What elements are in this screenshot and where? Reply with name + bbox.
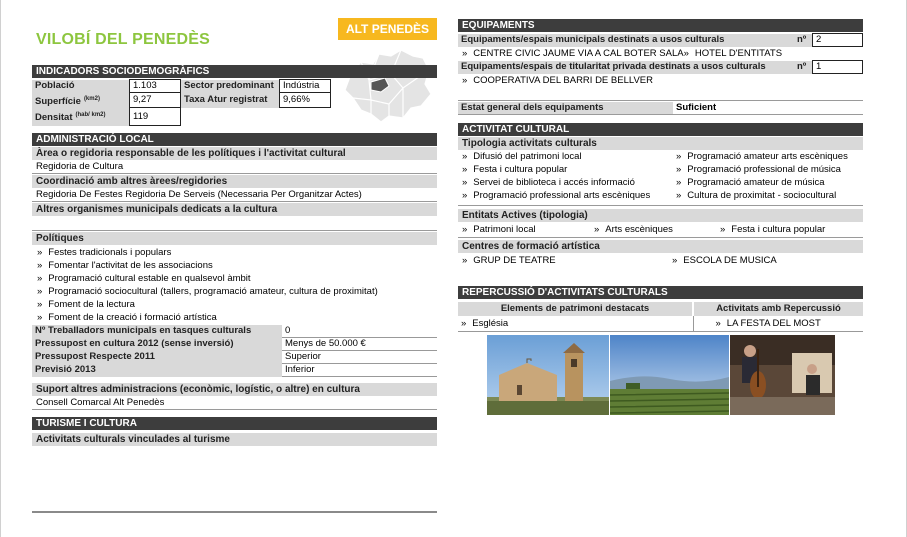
municipality-title: VILOBÍ DEL PENEDÈS <box>36 31 211 48</box>
divider <box>32 201 437 202</box>
privats-num-label: nº <box>794 61 813 74</box>
list-item: » Festes tradicionals i populars <box>37 246 437 259</box>
municipals-row <box>458 33 863 47</box>
list-item: » GRUP DE TEATRE <box>462 254 672 267</box>
altres-label: Altres organismes municipals dedicats a la cultura <box>32 203 437 216</box>
list-item: » Patrimoni local <box>462 223 594 236</box>
sector-value: Indústria <box>280 80 331 93</box>
list-item: » Programació sociocultural (tallers, programació amateur, cultura de proximitat) <box>37 285 437 298</box>
tipologia-label: Tipologia activitats culturals <box>458 137 863 150</box>
list-item: » Difusió del patrimoni local <box>462 150 676 163</box>
previsio-value: Inferior <box>282 364 437 377</box>
divider <box>32 230 437 231</box>
politiques-list <box>32 246 437 324</box>
altres-value <box>32 216 437 230</box>
densitat-label-text: Densitat <box>35 112 73 124</box>
suport-value: Consell Comarcal Alt Penedès <box>36 397 165 408</box>
coord-label: Coordinació amb altres àrees/regidories <box>32 175 437 188</box>
vineyard-photo <box>610 335 729 415</box>
privats-row <box>458 60 863 74</box>
treballadors-value: 0 <box>282 325 437 338</box>
list-item: » ESCOLA DE MUSICA <box>672 254 863 267</box>
privats-label: Equipaments/espais de titularitat privada destinats a usos culturals <box>458 61 794 74</box>
list-item: » HOTEL D'ENTITATS <box>684 47 863 60</box>
repercussio-header: REPERCUSSIÓ D'ACTIVITATS CULTURALS <box>458 286 863 299</box>
politiques-label: Polítiques <box>32 232 437 245</box>
activitat-cell <box>693 316 863 332</box>
privats-num: 1 <box>813 61 863 74</box>
municipals-num-label: nº <box>794 34 813 47</box>
suport-label: Suport altres administracions (econòmic, logístic, o altre) en cultura <box>32 383 437 396</box>
socio-header: INDICADORS SOCIODEMOGRÀFICS <box>32 65 437 78</box>
equipaments-section <box>458 19 863 115</box>
estat-label: Estat general dels equipaments <box>458 102 673 114</box>
densitat-label <box>32 108 130 126</box>
tipologia-left <box>462 150 676 202</box>
superficie-label <box>32 93 130 108</box>
list-item: » CENTRE CIVIC JAUME VIA A CAL BOTER SALA <box>462 47 684 60</box>
turisme-header: TURISME I CULTURA <box>32 417 437 430</box>
municipals-label: Equipaments/espais municipals destinats a usos culturals <box>458 34 794 47</box>
municipals-list <box>458 47 863 60</box>
divider <box>458 205 863 206</box>
respecte-label: Pressupost Respecte 2011 <box>32 351 282 364</box>
area-value: Regidoria de Cultura <box>36 161 124 172</box>
poblacio-label: Població <box>32 80 130 93</box>
admin-section <box>32 133 437 324</box>
list-item: » Programació amateur arts escèniques <box>676 150 863 163</box>
bottom-rule <box>32 511 437 513</box>
treballadors-label: Nº Treballadors municipals en tasques culturals <box>32 325 282 338</box>
superficie-unit: (km2) <box>83 95 100 102</box>
socio-table <box>32 79 331 126</box>
privats-list <box>458 74 863 100</box>
densitat-value: 119 <box>130 108 181 126</box>
tipologia-right <box>676 150 863 202</box>
repercussio-section <box>458 286 863 332</box>
previsio-label: Previsió 2013 <box>32 364 282 377</box>
list-item: » LA FESTA DEL MOST <box>716 318 821 329</box>
region-badge: ALT PENEDÈS <box>338 18 437 40</box>
estat-row <box>458 102 863 114</box>
list-item: » Foment de la creació i formació artística <box>37 311 437 324</box>
sector-label: Sector predominant <box>181 80 280 93</box>
list-item: » Programació professional de música <box>676 163 863 176</box>
activitat-header: ACTIVITAT CULTURAL <box>458 123 863 136</box>
list-item: » Programació amateur de música <box>676 176 863 189</box>
divider <box>32 173 437 174</box>
list-item: » Cultura de proximitat - sociocultural <box>676 189 863 202</box>
entitats-list <box>458 223 863 236</box>
atur-value: 9,66% <box>280 93 331 108</box>
list-item: » Festa i cultura popular <box>720 223 863 236</box>
equipaments-header: EQUIPAMENTS <box>458 19 863 32</box>
list-item: » Església <box>461 318 508 329</box>
suport-section <box>32 383 437 410</box>
pressupost-label: Pressupost en cultura 2012 (sense inversió) <box>32 338 282 351</box>
music-photo <box>730 335 835 415</box>
church-photo <box>487 335 609 415</box>
tipologia-list <box>458 150 863 202</box>
list-item: » Festa i cultura popular <box>462 163 676 176</box>
admin-header: ADMINISTRACIÓ LOCAL <box>32 133 437 146</box>
list-item: » Servei de biblioteca i accés informació <box>462 176 676 189</box>
activitats-col-header: Activitats amb Repercussió <box>693 302 863 316</box>
list-item: » Fomentar l'activitat de les associacions <box>37 259 437 272</box>
region-map-icon <box>341 44 436 124</box>
list-item: » Programació cultural estable en qualsevol àmbit <box>37 272 437 285</box>
centres-label: Centres de formació artística <box>458 240 863 253</box>
centres-list <box>458 254 863 267</box>
entitats-label: Entitats Actives (tipologia) <box>458 209 863 222</box>
list-item: » Programació professional arts escèniques <box>462 189 676 202</box>
divider <box>458 100 863 101</box>
pressupost-value: Menys de 50.000 € <box>282 338 437 351</box>
patrimoni-cell <box>458 316 693 332</box>
atur-label: Taxa Atur registrat <box>181 93 280 108</box>
respecte-value: Superior <box>282 351 437 364</box>
turisme-section <box>32 417 437 446</box>
poblacio-value: 1.103 <box>130 80 181 93</box>
list-item: » Foment de la lectura <box>37 298 437 311</box>
divider <box>458 237 863 238</box>
estat-value: Suficient <box>676 102 717 113</box>
municipals-num: 2 <box>813 34 863 47</box>
divider <box>32 409 437 410</box>
budget-table <box>32 325 437 377</box>
superficie-label-text: Superfície <box>35 95 81 107</box>
patrimoni-col-header: Elements de patrimoni destacats <box>458 302 693 316</box>
densitat-unit: (hab/ km2) <box>75 112 106 119</box>
coord-value: Regidoria De Festes Regidoria De Serveis (Necessaria Per Organitzar Actes) <box>36 189 362 200</box>
repercussio-table <box>458 302 863 332</box>
area-label: Àrea o regidoria responsable de les polítiques i l'activitat cultural <box>32 147 437 160</box>
turisme-label: Activitats culturals vinculades al turisme <box>32 433 437 446</box>
list-item: » Arts escèniques <box>594 223 720 236</box>
divider <box>458 114 863 115</box>
list-item: » COOPERATIVA DEL BARRI DE BELLVER <box>462 74 863 87</box>
superficie-value: 9,27 <box>130 93 181 108</box>
activitat-section <box>458 123 863 267</box>
